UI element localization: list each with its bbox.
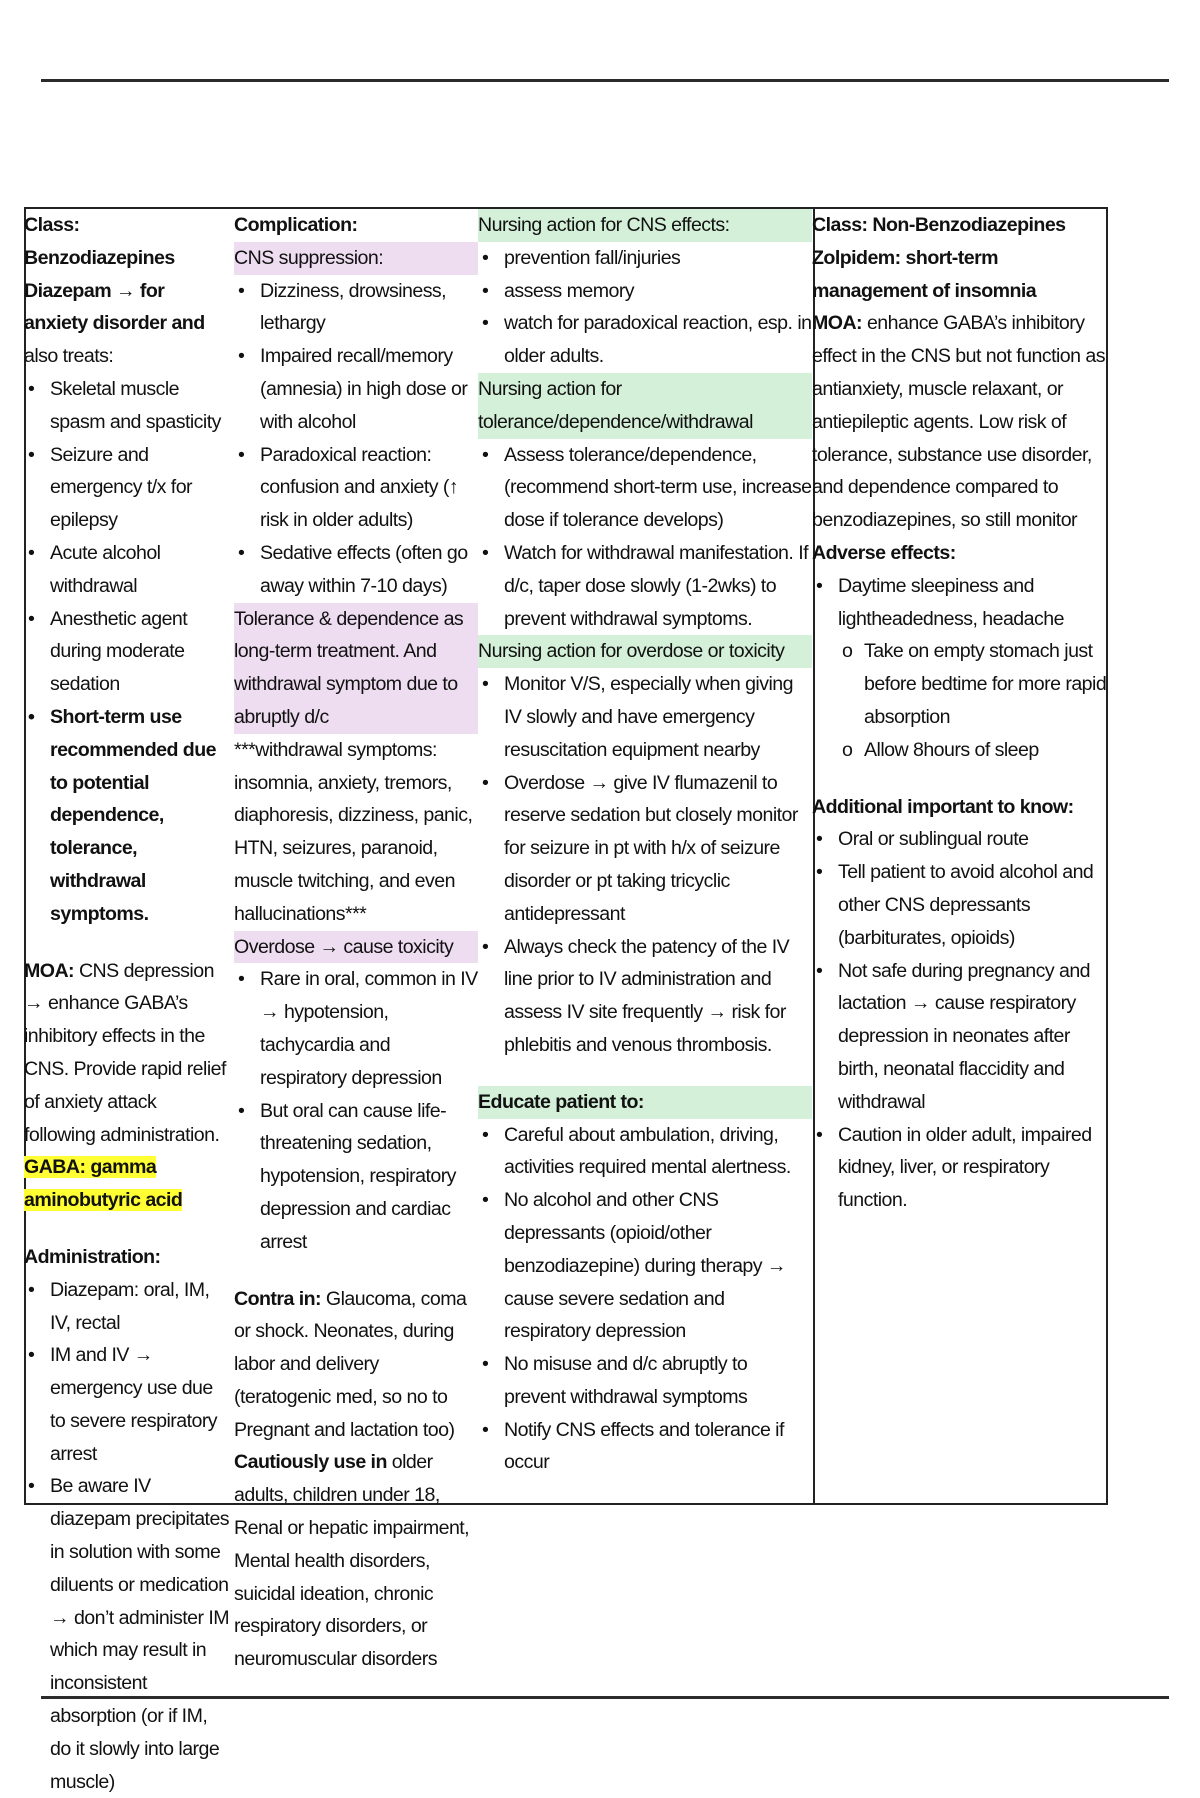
cns-suppression-heading: CNS suppression: xyxy=(234,242,478,275)
additional-heading: Additional important to know: xyxy=(812,795,1074,818)
short-term-note: • Short-term use recommended due to potential dependence, tolerance, withdrawal symptoms. xyxy=(24,701,232,931)
bottom-rule xyxy=(41,1696,1169,1699)
nursing-overdose-list xyxy=(478,668,812,1062)
list-item: • Sedative effects (often go away within 7-10 days) xyxy=(234,537,478,603)
list-item: • Caution in older adult, impaired kidney, liver, or respiratory function. xyxy=(812,1119,1108,1217)
list-item: • Anesthetic agent during moderate sedation xyxy=(24,603,232,701)
diazepam-heading-bold: Diazepam → for anxiety disorder and xyxy=(24,279,205,335)
list-item: • Overdose → give IV flumazenil to reserve sedation but closely monitor for seizure in pt with h/x of seizure disorder or pt taking tricyclic antidepressant xyxy=(478,767,812,931)
caution-label: Cautiously use in xyxy=(234,1451,387,1474)
list-item: • Assess tolerance/dependence, (recommend short-term use, increase dose if tolerance develops) xyxy=(478,439,812,537)
administration-heading: Administration: xyxy=(24,1245,161,1268)
diazepam-uses-list xyxy=(24,373,232,931)
list-item: • Daytime sleepiness and lightheadedness, headache xyxy=(812,570,1108,636)
moa-text: enhance GABA’s inhibitory effect in the CNS but not function as antianxiety, muscle relaxant, or antiepileptic agents. Low risk of tolerance, substance use disorder, and dependence compared to benzodiazepines, so still monitor xyxy=(812,312,1105,532)
list-item: • Careful about ambulation, driving, activities required mental alertness. xyxy=(478,1119,812,1185)
nursing-tolerance-heading: Nursing action for tolerance/dependence/withdrawal xyxy=(478,373,812,439)
list-item: • No misuse and d/c abruptly to prevent withdrawal symptoms xyxy=(478,1348,812,1414)
educate-list xyxy=(478,1119,812,1480)
nursing-tolerance-list xyxy=(478,439,812,636)
gaba-highlight: GABA: gamma aminobutyric acid xyxy=(24,1156,183,1212)
diazepam-heading-tail: also treats: xyxy=(24,345,114,368)
moa-paragraph xyxy=(24,955,232,1152)
list-item: • Oral or sublingual route xyxy=(812,823,1108,856)
educate-heading: Educate patient to: xyxy=(478,1086,812,1119)
list-item: • IM and IV → emergency use due to severe respiratory arrest xyxy=(24,1339,232,1470)
list-item: • But oral can cause life-threatening sedation, hypotension, respiratory depression and cardiac arrest xyxy=(234,1095,478,1259)
adverse-effects-list xyxy=(812,570,1108,636)
list-item: • Rare in oral, common in IV → hypotension, tachycardia and respiratory depression xyxy=(234,963,478,1094)
list-item: o Allow 8hours of sleep xyxy=(838,734,1108,767)
class-title-non-benzo: Class: Non-Benzodiazepines xyxy=(812,214,1066,236)
list-item: • Diazepam: oral, IM, IV, rectal xyxy=(24,1274,232,1340)
cns-suppression-list xyxy=(234,275,478,603)
top-rule xyxy=(41,79,1169,82)
list-item: • Be aware IV diazepam precipitates in solution with some diluents or medication → don’t administer IM which may result in inconsistent absorption (or if IM, do it slowly into large muscle) xyxy=(24,1470,232,1798)
nursing-overdose-heading: Nursing action for overdose or toxicity xyxy=(478,635,812,668)
caution-text: older adults, children under 18, Renal or hepatic impairment, Mental health disorders, suicidal ideation, chronic respiratory disorders, or neuromuscular disorders xyxy=(234,1451,470,1671)
overdose-heading: Overdose → cause toxicity xyxy=(234,931,478,964)
moa-label: MOA: xyxy=(24,959,75,982)
diazepam-heading xyxy=(24,275,232,373)
list-item: • watch for paradoxical reaction, esp. in older adults. xyxy=(478,307,812,373)
moa-label: MOA: xyxy=(812,312,863,335)
adverse-effects-sublist xyxy=(812,635,1108,766)
contra-text: Glaucoma, coma or shock. Neonates, during labor and delivery (teratogenic med, so no to Pregnant and lactation too) xyxy=(234,1287,467,1441)
nursing-cns-heading: Nursing action for CNS effects: xyxy=(478,209,812,242)
non-benzodiazepines-column xyxy=(812,209,1108,1217)
list-item: • Skeletal muscle spasm and spasticity xyxy=(24,373,232,439)
tolerance-heading: Tolerance & dependence as long-term treatment. And withdrawal symptom due to abruptly d/c xyxy=(234,603,478,734)
list-item: • Seizure and emergency t/x for epilepsy xyxy=(24,439,232,537)
list-item: • Paradoxical reaction: confusion and anxiety (↑ risk in older adults) xyxy=(234,439,478,537)
list-item: o Take on empty stomach just before bedtime for more rapid absorption xyxy=(838,635,1108,733)
administration-list xyxy=(24,1274,232,1798)
list-item: • No alcohol and other CNS depressants (opioid/other benzodiazepine) during therapy → cause severe sedation and respiratory depression xyxy=(478,1184,812,1348)
zolpidem-heading: Zolpidem: short-term management of insomnia xyxy=(812,246,1037,302)
additional-list xyxy=(812,823,1108,1217)
list-item: • Not safe during pregnancy and lactation → cause respiratory depression in neonates after birth, neonatal flaccidity and withdrawal xyxy=(812,955,1108,1119)
contra-label: Contra in: xyxy=(234,1287,322,1310)
list-item: • Impaired recall/memory (amnesia) in high dose or with alcohol xyxy=(234,340,478,438)
list-item: • prevention fall/injuries xyxy=(478,242,812,275)
list-item: • Monitor V/S, especially when giving IV slowly and have emergency resuscitation equipment nearby xyxy=(478,668,812,766)
benzodiazepines-column xyxy=(24,209,232,1798)
complication-column xyxy=(234,209,478,1676)
adverse-effects-heading: Adverse effects: xyxy=(812,541,956,564)
list-item: • Watch for withdrawal manifestation. If d/c, taper dose slowly (1-2wks) to prevent withdrawal symptoms. xyxy=(478,537,812,635)
complication-heading: Complication: xyxy=(234,214,358,236)
list-item: • Notify CNS effects and tolerance if occur xyxy=(478,1414,812,1480)
class-title: Class: Benzodiazepines xyxy=(24,214,175,269)
gaba-note xyxy=(24,1151,232,1217)
list-item: • Always check the patency of the IV line prior to IV administration and assess IV site frequently → risk for phlebitis and venous thrombosis. xyxy=(478,931,812,1062)
list-item: • assess memory xyxy=(478,275,812,308)
list-item: • Acute alcohol withdrawal xyxy=(24,537,232,603)
contraindications xyxy=(234,1283,478,1447)
nursing-cns-list xyxy=(478,242,812,373)
list-item: • Dizziness, drowsiness, lethargy xyxy=(234,275,478,341)
overdose-list xyxy=(234,963,478,1258)
cautions xyxy=(234,1446,478,1676)
nursing-actions-column xyxy=(478,209,812,1479)
zolpidem-moa xyxy=(812,307,1108,537)
list-item: • Tell patient to avoid alcohol and other CNS depressants (barbiturates, opioids) xyxy=(812,856,1108,954)
moa-text: CNS depression → enhance GABA’s inhibitory effects in the CNS. Provide rapid relief of anxiety attack following administration. xyxy=(24,959,226,1146)
withdrawal-symptoms-note: ***withdrawal symptoms: insomnia, anxiety, tremors, diaphoresis, dizziness, panic, HTN, seizures, paranoid, muscle twitching, and even hallucinations*** xyxy=(234,738,473,925)
